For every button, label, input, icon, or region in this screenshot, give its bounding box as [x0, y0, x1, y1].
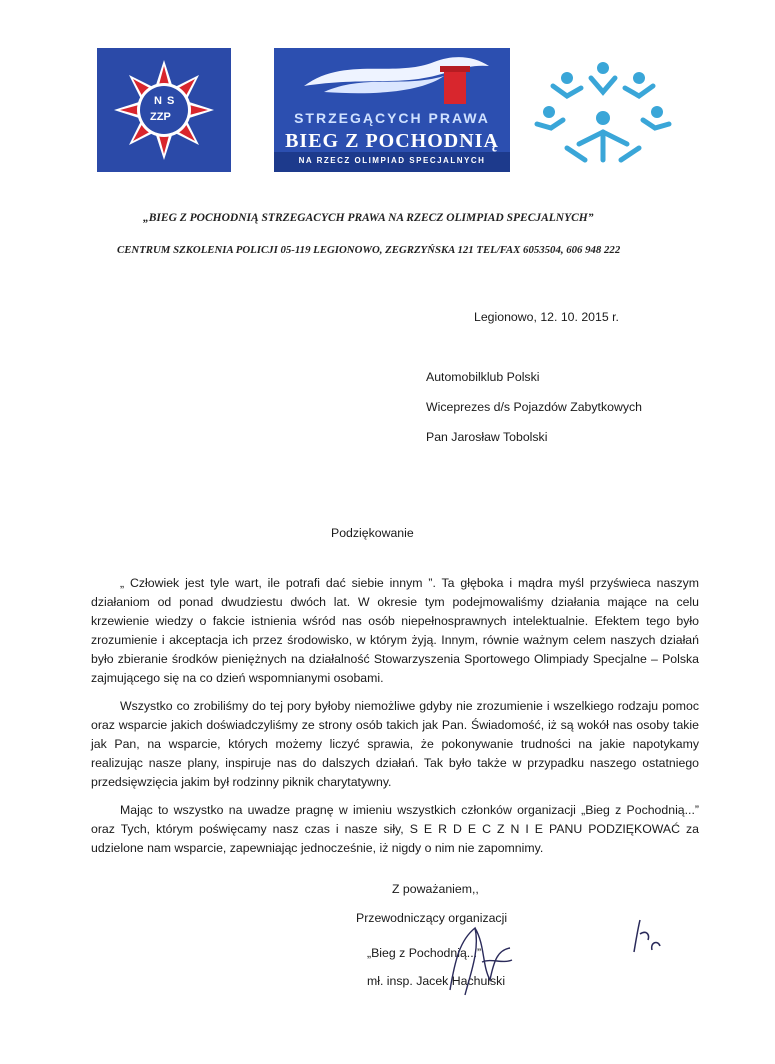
- closing-organization: „Bieg z Pochodnią...”: [367, 946, 482, 960]
- letter-date: Legionowo, 12. 10. 2015 r.: [474, 310, 619, 324]
- svg-text:ZZP: ZZP: [150, 111, 171, 123]
- signatory-name: mł. insp. Jacek Hachulski: [367, 974, 506, 988]
- body-paragraph: Wszystko co zrobiliśmy do tej pory byłoby niemożliwe gdyby nie zrozumienie i wszelkiego rodzaju pomoc oraz wsparcie jakich doświadczyliśmy ze strony osób takich jak Pan. Świadomość, iż są wokół nas osoby takie jak Pan, na wsparcie, których możemy liczyć sprawia, że pokonywanie trudności na jakie napotykamy realizując nasze plany, inspiruje nas do dalszych działań. Tak było także w przypadku naszego ostatniego przedsięwzięcia jakim był rodzinny piknik charytatywny.: [91, 699, 699, 789]
- torch-logo-line1: STRZEGĄCYCH PRAWA: [294, 110, 490, 126]
- closing-greeting: Z poważaniem,,: [392, 882, 479, 896]
- handwritten-signature: [420, 920, 540, 1000]
- torch-logo-line3: NA RZECZ OLIMPIAD SPECJALNYCH: [298, 156, 486, 165]
- nszzp-logo: [97, 48, 231, 172]
- svg-text:N: N: [154, 95, 162, 107]
- closing-role: Przewodniczący organizacji: [356, 911, 508, 925]
- organization-title: „BIEG Z POCHODNIĄ STRZEGACYCH PRAWA NA RZECZ OLIMPIAD SPECJALNYCH”: [143, 212, 594, 224]
- torch-run-logo: [274, 48, 510, 172]
- letter-subject: Podziękowanie: [331, 526, 414, 540]
- initials-mark: [620, 912, 670, 962]
- recipient-line: Wiceprezes d/s Pojazdów Zabytkowych: [426, 400, 642, 414]
- recipient-line: Pan Jarosław Tobolski: [426, 430, 548, 444]
- svg-text:S: S: [167, 95, 175, 107]
- special-olympics-logo: [527, 48, 679, 172]
- police-star-icon: [97, 48, 231, 172]
- recipient-line: Automobilklub Polski: [426, 370, 540, 384]
- special-olympics-figures-icon: [527, 48, 679, 172]
- torch-logo-line2: BIEG Z POCHODNIĄ: [285, 130, 499, 152]
- body-paragraph: „ Człowiek jest tyle wart, ile potrafi dać siebie innym ”. Ta głęboka i mądra myśl przyświeca naszym działaniom od ponad dwudziestu dwóch lat. W okresie tym podejmowaliśmy działania mające na celu krzewienie wiedzy o fakcie istnienia wśród nas osób niepełnosprawnych intelektualnie. Efektem tego było zrozumienie i akceptacja ich przez środowisko, w którym żyją. Innym, równie ważnym celem naszych działań było zbieranie środków pieniężnych na działalność Stowarzyszenia Sportowego Olimpiady Specjalne – Polska zajmującego się na co dzień wspomnianymi osobami.: [91, 576, 699, 685]
- body-paragraph: Mając to wszystko na uwadze pragnę w imieniu wszystkich członków organizacji „Bieg z Pochodnią...” oraz Tych, którym poświęcamy nasz czas i nasze siły, S E R D E C Z N I E PANU PODZIĘKOWAĆ za udzielone nam wsparcie, zapewniając jednocześnie, iż nigdy o nim nie zapomnimy.: [91, 803, 699, 855]
- organization-address: CENTRUM SZKOLENIA POLICJI 05-119 LEGIONOWO, ZEGRZYŃSKA 121 TEL/FAX 6053504, 606 948 222: [117, 244, 621, 256]
- torch-icon: [274, 48, 510, 108]
